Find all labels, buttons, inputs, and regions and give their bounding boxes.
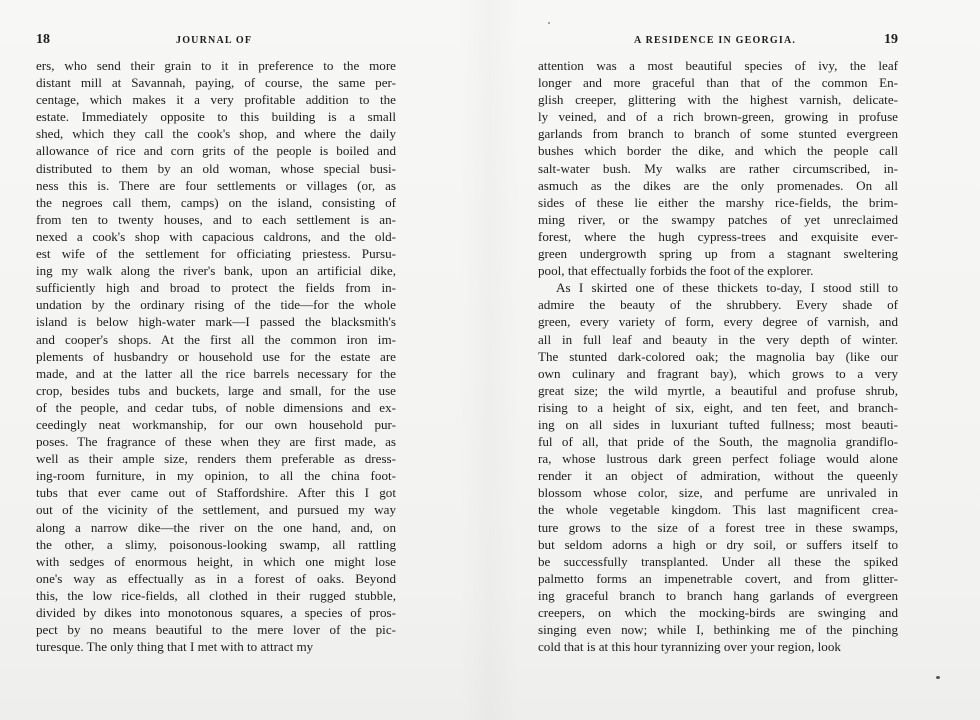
text-line: green undergrowth spring up from a stagnant sweltering	[538, 246, 898, 262]
text-line: plements of husbandry or household use for the estate are	[36, 348, 396, 364]
text-line: ming river, or the swampy patches of yet unreclaimed	[538, 211, 898, 227]
text-line: singing even now; while I, bethinking me of the pinching	[538, 622, 898, 638]
text-line: The stunted dark-colored oak; the magnolia bay (like our	[538, 348, 898, 364]
right-page-number: 19	[884, 32, 898, 47]
text-line: made, and at the latter all the rice barrels necessary for the	[36, 365, 396, 381]
left-running-title: JOURNAL OF	[176, 35, 253, 46]
text-line: the other, a slimy, poisonous-looking swamp, all rattling	[36, 536, 396, 552]
text-line: island is below high-water mark—I passed the blacksmith's	[36, 314, 396, 330]
text-line: nexed a cook's shop with capacious caldrons, and the old-	[36, 228, 396, 244]
text-line: ture grows to the size of a forest tree in these swamps,	[538, 519, 898, 535]
text-line: this, the low rice-fields, all clothed in their rugged stubble,	[36, 587, 396, 603]
text-line: ers, who send their grain to it in preference to the more	[36, 58, 396, 73]
text-line: shed, which they call the cook's shop, and where the daily	[36, 126, 396, 142]
text-line: own culinary and fragrant bay), which grows to a very	[538, 365, 898, 381]
text-line: cold that is at this hour tyrannizing over your region, look	[538, 639, 841, 655]
text-line: pect by no means beautiful to the mere lover of the pic-	[36, 622, 396, 638]
left-running-head	[36, 30, 396, 52]
text-line: undation by the ordinary rising of the tide—for the whole	[36, 297, 396, 313]
text-line: glish creeper, glittering with the highest varnish, delicate-	[538, 92, 898, 108]
text-line: sufficiently high and broad to protect the fields from in-	[36, 280, 396, 296]
text-line: green, every variety of form, every degree of varnish, and	[538, 314, 898, 330]
text-line: distributed to them by an old woman, whose special busi-	[36, 160, 396, 176]
text-line: from ten to twenty houses, and to each settlement is an-	[36, 211, 396, 227]
text-line: asmuch as the dikes are the only promenades. On all	[538, 177, 898, 193]
text-line: out of the vicinity of the settlement, and pursued my way	[36, 502, 396, 518]
text-line: crop, besides tubs and buckets, large and small, for the use	[36, 382, 396, 398]
right-running-title: A RESIDENCE IN GEORGIA.	[634, 35, 797, 46]
left-page-number: 18	[36, 32, 50, 47]
text-line: ing graceful branch to branch hang garlands of evergreen	[538, 587, 898, 603]
page-gutter	[460, 0, 520, 720]
text-line: estate. Immediately opposite to this building is a small	[36, 109, 396, 125]
text-line: ing on all sides in luxuriant tufted fullness; most beauti-	[538, 416, 898, 432]
left-body-text	[36, 57, 396, 655]
text-line: turesque. The only thing that I met with to attract my	[36, 639, 314, 655]
text-line: ful of all, that pride of the South, the magnolia grandiflo-	[538, 434, 898, 450]
text-line: ing my walk along the river's bank, upon an artificial dike,	[36, 263, 396, 279]
right-body-text	[538, 57, 898, 655]
text-line: pool, that effectually forbids the foot of the explorer.	[538, 263, 814, 279]
text-line: divided by dikes into monotonous squares, a species of pros-	[36, 605, 396, 620]
text-line: tubs that ever came out of Staffordshire. After this I got	[36, 485, 396, 501]
text-line: ing-room furniture, in my opinion, to all the china foot-	[36, 468, 396, 484]
text-line: great size; the wild myrtle, a beautiful and profuse shrub,	[538, 382, 898, 398]
text-line: ness this is. There are four settlements or villages (or, as	[36, 177, 396, 193]
text-line: ly veined, and of a rich brown-green, growing in profuse	[538, 109, 898, 125]
text-line: the negroes call them, camps) on the island, consisting of	[36, 194, 396, 210]
text-line: longer and more graceful than that of the common En-	[538, 75, 898, 91]
text-line: palmetto forms an impenetrable covert, and from glitter-	[538, 570, 898, 586]
text-line: all in full leaf and beauty in the very depth of winter.	[538, 331, 898, 347]
text-line: attention was a most beautiful species of ivy, the leaf	[538, 58, 898, 73]
print-speck	[548, 22, 550, 24]
text-line: and cooper's shops. At the first all the common iron im-	[36, 331, 396, 347]
text-line: but seldom adorns a high or dry soil, or suffers itself to	[538, 536, 898, 552]
text-line: admire the beauty of the shrubbery. Every shade of	[538, 297, 898, 313]
text-line: ceedingly neat workmanship, for our own household pur-	[36, 416, 396, 432]
text-line: of the people, and cedar tubs, of noble dimensions and ex-	[36, 399, 396, 415]
right-running-head	[538, 30, 898, 52]
text-line: est wife of the settlement for officiating priestess. Pursu-	[36, 246, 396, 262]
text-line: creepers, on which the mocking-birds are swinging and	[538, 605, 898, 620]
print-speck	[936, 676, 940, 679]
text-line: be successfully transplanted. Under all these the spiked	[538, 553, 898, 569]
text-line: blossom whose color, size, and perfume are unrivaled in	[538, 485, 898, 501]
text-line: rising to a height of six, eight, and ten feet, and branch-	[538, 399, 898, 415]
text-line: allowance of rice and corn grits of the people is boiled and	[36, 143, 396, 159]
left-page	[36, 30, 396, 655]
text-line: with sedges of enormous height, in which one might lose	[36, 553, 396, 569]
text-line: ra, whose lustrous dark green perfect foliage would alone	[538, 451, 898, 467]
text-line: render it an object of admiration, without the queenly	[538, 468, 898, 484]
text-line: distant mill at Savannah, paying, of course, the same per-	[36, 75, 396, 91]
text-line: forest, where the hugh cypress-trees and exquisite ever-	[538, 228, 898, 244]
text-line: centage, which makes it a very profitable addition to the	[36, 92, 396, 108]
text-line: well as their ample size, renders them preferable as dress-	[36, 451, 396, 467]
text-line: garlands from branch to branch of some stunted evergreen	[538, 126, 898, 142]
text-line: poses. The fragrance of these when they are first made, as	[36, 434, 396, 450]
text-line: one's way as effectually as in a forest of oaks. Beyond	[36, 570, 396, 586]
text-line: sides of these lie either the marshy rice-fields, the brim-	[538, 194, 898, 210]
text-line: along a narrow dike—the river on the one hand, and, on	[36, 519, 396, 535]
right-page	[538, 30, 898, 655]
text-line: As I skirted one of these thickets to-day, I stood still to	[556, 280, 898, 296]
text-line: bushes which border the dike, and which the people call	[538, 143, 898, 159]
text-line: the whole vegetable kingdom. This last magnificent crea-	[538, 502, 898, 518]
text-line: salt-water bush. My walks are rather circumscribed, in-	[538, 160, 898, 176]
